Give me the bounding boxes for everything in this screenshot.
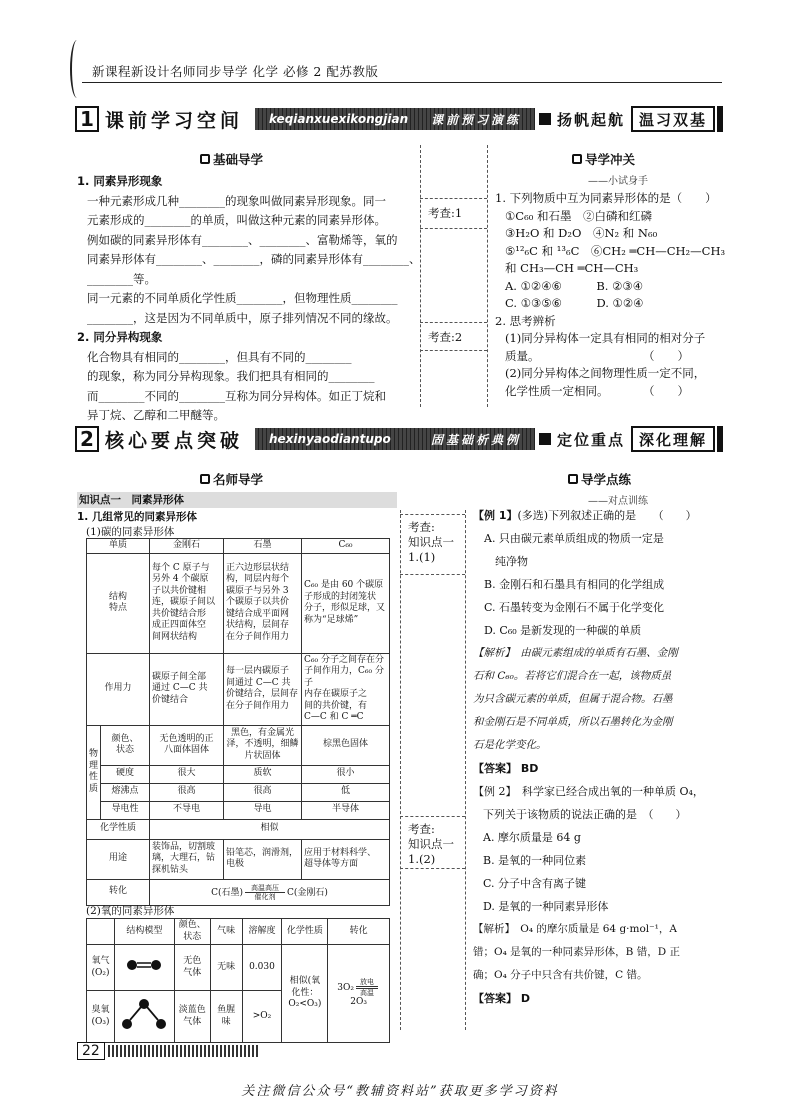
header-cell: 结构模型 [114, 919, 174, 945]
box-icon [200, 474, 210, 484]
example-2-line: A. 摩尔质量是 64 g [483, 831, 581, 844]
row-label: 用途 [87, 839, 150, 879]
explain-line: 确；O₄ 分子中只含有共价键，C 错。 [473, 969, 648, 981]
row-label: 氧气 (O₂) [87, 945, 115, 991]
table-cell: 质软 [224, 765, 302, 783]
kp-subtitle-1: 1. 几组常见的同素异形体 [77, 511, 197, 523]
table-row [87, 879, 390, 905]
arrow-line [356, 986, 378, 987]
row-label: 作用力 [87, 653, 150, 725]
text-line: A. ①②④⑥ B. ②③④ [505, 278, 644, 293]
example-2-line: 【例 2】 科学家已经合成出氧的一种单质 O₄， [473, 785, 704, 798]
divider-left [420, 145, 421, 407]
header-cell: 石墨 [224, 539, 302, 554]
heading-2: 2. 同分异构现象 [77, 330, 163, 344]
table-row [87, 801, 390, 819]
section1-number: 1 [75, 106, 99, 132]
box-icon [568, 474, 578, 484]
text-line: 的现象，称为同分异构现象。我们把具有相同的________ [87, 369, 375, 383]
table-cell: 装饰品，切割玻 璃，大理石，钻 探机钻头 [150, 839, 224, 879]
table-cell: 每个 C 原子与 另外 4 个碳原 子以共价键相 连，碳原子间以 共价键结合形 成正四面体空 间网状结构 [150, 553, 224, 653]
table-cell: 每一层内碳原子 间通过 C—C 共 价键结合，层间存 在分子间作用力 [224, 653, 302, 725]
text-line: ⑤¹²₆C 和 ¹³₆C ⑥CH₂ ═CH—CH₂—CH₃ [505, 243, 726, 258]
explain-line: 【解析】 O₄ 的摩尔质量是 64 g·mol⁻¹，A [473, 923, 677, 935]
row-label: 颜色、 状态 [101, 725, 150, 765]
header-cell: 金刚石 [150, 539, 224, 554]
text-line: ________等。 [87, 271, 156, 286]
conversion-arrow [245, 884, 285, 901]
header-cell: 化学性质 [282, 919, 328, 945]
example-2-line: B. 是氧的一种同位素 [483, 854, 587, 867]
table-row [87, 765, 390, 783]
box-icon [572, 154, 582, 164]
note-kp-1: 考查: 知识点一 1.(1) [408, 520, 454, 564]
section1-stripe [255, 108, 535, 130]
text-line: 化学性质一定相同。 （ ） [505, 383, 689, 398]
row-label: 化学性质 [87, 819, 150, 839]
footer-note: 关注微信公众号“教辅资料站”获取更多学习资料 [241, 1084, 559, 1099]
table-row [87, 819, 390, 839]
table-cell: 无色 气体 [174, 945, 210, 991]
table-cell: 很高 [224, 783, 302, 801]
kp-subtitle-2: (1)碳的同素异形体 [86, 526, 175, 538]
table-row [87, 783, 390, 801]
square-icon [539, 433, 551, 445]
table-cell: 导电 [224, 801, 302, 819]
o3-model-icon [119, 996, 169, 1032]
square-icon [539, 113, 551, 125]
section2-right-sub: ——对点训练 [588, 496, 648, 507]
note-rule [400, 574, 465, 575]
section2-title: 核心要点突破 [105, 429, 244, 452]
row-label: 转化 [87, 879, 150, 905]
note-rule [420, 198, 487, 199]
note-exam-2: 考查:2 [428, 330, 463, 344]
table-row [87, 725, 390, 765]
section2-banner [75, 424, 723, 454]
table-row [87, 945, 390, 991]
section2-tag1: 定位重点 [556, 430, 625, 449]
note-rule [420, 322, 487, 323]
table-cell: 很大 [150, 765, 224, 783]
example-2-answer: 【答案】 D [473, 992, 530, 1005]
table-cell: 黑色，有金属光 泽，不透明，细鳞 片状固体 [224, 725, 302, 765]
divider-left-2 [400, 510, 401, 1030]
text-line: 例如碳的同素异形体有________、________、富勒烯等，氧的 [87, 232, 398, 247]
example-2-line: 下列关于该物质的说法正确的是 （ ） [483, 808, 687, 821]
explain-line: 石是化学变化。 [473, 739, 547, 751]
text-line: (1)同分异构体一定具有相同的相对分子 [505, 331, 706, 345]
conversion-arrow [356, 978, 378, 997]
note-rule [400, 514, 465, 515]
section1-slogan: 课前预习演练 [430, 112, 521, 127]
table-cell: 低 [302, 783, 390, 801]
text-line: C. ①③⑤⑥ D. ①②④ [505, 296, 644, 310]
text-line: (2)同分异构体之间物理性质一定不同， [505, 366, 706, 380]
section1-right-head: 导学冲关 [572, 150, 635, 168]
table-cell: 相似(氧 化性： O₂<O₃) [282, 945, 328, 1043]
explain-line: 错；O₄ 是氧的一种同素异形体，B 错，D 正 [473, 946, 680, 958]
text-line: 和 CH₃—CH ═CH—CH₃ [505, 261, 639, 275]
example-1-line: 【例 1】(多选)下列叙述正确的是 （ ） [473, 509, 697, 522]
section1-left-text [77, 172, 421, 426]
box-icon [200, 154, 210, 164]
section2-slogan: 固基础析典例 [430, 432, 521, 447]
page-number-bar [77, 1042, 259, 1060]
text-line: 1. 下列物质中互为同素异形体的是（ ） [495, 191, 717, 205]
header-cell: 转化 [328, 919, 390, 945]
row-label: 结构 特点 [87, 553, 150, 653]
text-line: ________，这是因为不同单质中，原子排列情况不同的缘故。 [87, 310, 398, 325]
section2-left-head: 名师导学 [200, 470, 263, 488]
text-line: 质量。 （ ） [505, 348, 689, 363]
explain-line: 【解析】 由碳元素组成的单质有石墨、金刚 [473, 647, 678, 659]
section1-banner [75, 104, 723, 134]
page-number: 22 [77, 1042, 105, 1060]
text-line: 一种元素形成几种________的现象叫做同素异形现象。同一 [87, 193, 386, 208]
table-cell: 无味 [210, 945, 242, 991]
section1-latin: keqianxuexikongjian [269, 112, 409, 126]
section1-tag2: 温习双基 [631, 106, 715, 132]
header-cell: 单质 [87, 539, 150, 554]
table-row [87, 839, 390, 879]
header-cell: 溶解度 [242, 919, 282, 945]
conv-left: 3O₂ [337, 983, 355, 994]
table-cell: 相似 [150, 819, 390, 839]
note-exam-1: 考查:1 [428, 206, 463, 220]
example-1-line: A. 只由碳元素单质组成的物质一定是 [473, 532, 664, 545]
text-line: ①C₆₀ 和石墨 ②白磷和红磷 [505, 208, 652, 223]
table-cell: 鱼腥味 [210, 991, 242, 1043]
section2-right-head: 导学点练 [568, 470, 631, 488]
header-rule [82, 82, 722, 83]
table-row [87, 653, 390, 725]
section2-stripe [255, 428, 535, 450]
example-1-line: B. 金刚石和石墨具有相同的化学组成 [473, 578, 665, 591]
table-cell: 碳原子间全部 通过 C—C 共 价键结合 [150, 653, 224, 725]
example-2-explanation [473, 918, 728, 987]
text-line: ③H₂O 和 D₂O ④N₂ 和 N₆₀ [505, 226, 658, 240]
table-cell: 很高 [150, 783, 224, 801]
header-cell [87, 919, 115, 945]
knowledge-point-title: 知识点一 同素异形体 [77, 492, 397, 508]
text-line: 元素形成的________的单质，叫做这种元素的同素异形体。 [87, 213, 386, 227]
row-label: 硬度 [101, 765, 150, 783]
conversion-cell [150, 879, 390, 905]
note-kp-2: 考查: 知识点一 1.(2) [408, 822, 454, 866]
text-line: 而________不同的________互称为同分异构体。如正丁烷和 [87, 388, 386, 403]
explain-line: 为只含碳元素的单质，但属于混合物。石墨 [473, 693, 673, 705]
header-cell: 气味 [210, 919, 242, 945]
conv-right: 2O₃ [350, 997, 368, 1008]
table-cell: 应用于材料科学、 超导体等方面 [302, 839, 390, 879]
book-title: 新课程新设计名师同步导学 化学 必修 2 配苏教版 [92, 64, 379, 79]
section1-tag1: 扬帆起航 [556, 110, 625, 129]
divider-right [487, 145, 488, 407]
kp-subtitle-3: (2)氧的同素异形体 [86, 905, 175, 917]
section1-left-head: 基础导学 [200, 150, 263, 168]
o2-model-cell [114, 945, 174, 991]
table-cell: 半导体 [302, 801, 390, 819]
heading-1: 1. 同素异形现象 [77, 174, 163, 188]
conv-right: C(金刚石) [287, 887, 328, 898]
header-cell: 颜色、 状态 [174, 919, 210, 945]
table-row [87, 553, 390, 653]
note-rule [420, 228, 487, 229]
table-row [87, 539, 390, 554]
divider-right-2 [465, 510, 466, 1030]
example-1 [473, 504, 728, 1010]
bar-icon [717, 426, 723, 452]
example-2-line: D. 是氧的一种同素异形体 [483, 900, 609, 913]
table-cell: 0.030 [242, 945, 282, 991]
text-line: 同素异形体有________、________，磷的同素异形体有________、 [87, 252, 421, 266]
example-1-answer: 【答案】 BD [473, 762, 539, 775]
carbon-allotropes-table [86, 538, 390, 906]
note-rule [420, 350, 487, 351]
conv-bottom: 催化剂 [254, 892, 276, 901]
section2-latin: hexinyaodiantupo [269, 432, 391, 446]
explain-line: 石和 C₆₀。若将它们混合在一起，该物质虽 [473, 670, 672, 682]
table-row [87, 919, 390, 945]
row-label: 导电性 [101, 801, 150, 819]
table-cell: 正六边形层状结 构，同层内每个 碳原子与另外 3 个碳原子以共价 键结合成平面网 状结构，层间存 在分子间作用力 [224, 553, 302, 653]
conv-top: 高温高压 [251, 883, 279, 892]
explain-line: 和金刚石是不同单质，所以石墨转化为金刚 [473, 716, 673, 728]
note-rule [400, 868, 465, 869]
table-cell: 很小 [302, 765, 390, 783]
conv-left: C(石墨) [211, 887, 243, 898]
dot-pattern [108, 1045, 259, 1057]
example-2-line: C. 分子中含有离子键 [483, 877, 587, 890]
row-label: 臭氧 (O₃) [87, 991, 115, 1043]
section2-number: 2 [75, 426, 99, 452]
oxygen-allotropes-table [86, 918, 390, 1043]
conv-bottom: 高温 [360, 989, 375, 998]
o3-model-cell [114, 991, 174, 1043]
header-bracket [70, 40, 84, 98]
o-conversion-cell [328, 945, 390, 1043]
bar-icon [717, 106, 723, 132]
example-1-explanation [473, 642, 728, 757]
table-cell: 铅笔芯，润滑剂， 电极 [224, 839, 302, 879]
table-cell: 无色透明的正 八面体固体 [150, 725, 224, 765]
table-cell: >O₂ [242, 991, 282, 1043]
row-label: 物 理 性 质 [87, 725, 101, 819]
section2-tag2: 深化理解 [631, 426, 715, 452]
table-cell: C₆₀ 是由 60 个碳原 子形成的封闭笼状 分子，形似足球，又 称为“足球烯” [302, 553, 390, 653]
text-line: 同一元素的不同单质化学性质________，但物理性质________ [87, 291, 398, 305]
section1-right-sub: ——小试身手 [588, 176, 648, 187]
example-1-line: D. C₆₀ 是新发现的一种碳的单质 [473, 624, 642, 637]
example-1-line: C. 石墨转变为金刚石不属于化学变化 [473, 601, 665, 614]
table-cell: 不导电 [150, 801, 224, 819]
section1-right-text [495, 190, 725, 400]
header-cell: C₆₀ [302, 539, 390, 554]
table-cell: 淡蓝色 气体 [174, 991, 210, 1043]
conv-top: 放电 [360, 978, 375, 987]
o2-model-icon [122, 958, 166, 972]
row-label: 熔沸点 [101, 783, 150, 801]
table-cell: 棕黑色固体 [302, 725, 390, 765]
text-line: 化合物具有相同的________，但具有不同的________ [87, 349, 352, 364]
note-rule [400, 816, 465, 817]
text-line: 异丁烷、乙醇和二甲醚等。 [87, 408, 225, 422]
table-cell: C₆₀ 分子之间存在分 子间作用力，C₆₀ 分子 内存在碳原子之 间的共价键，有 C—C 和 C ═C [302, 653, 390, 725]
text-line: 2. 思考辨析 [495, 313, 556, 328]
section1-title: 课前学习空间 [105, 109, 244, 132]
example-1-line: 纯净物 [473, 555, 528, 568]
